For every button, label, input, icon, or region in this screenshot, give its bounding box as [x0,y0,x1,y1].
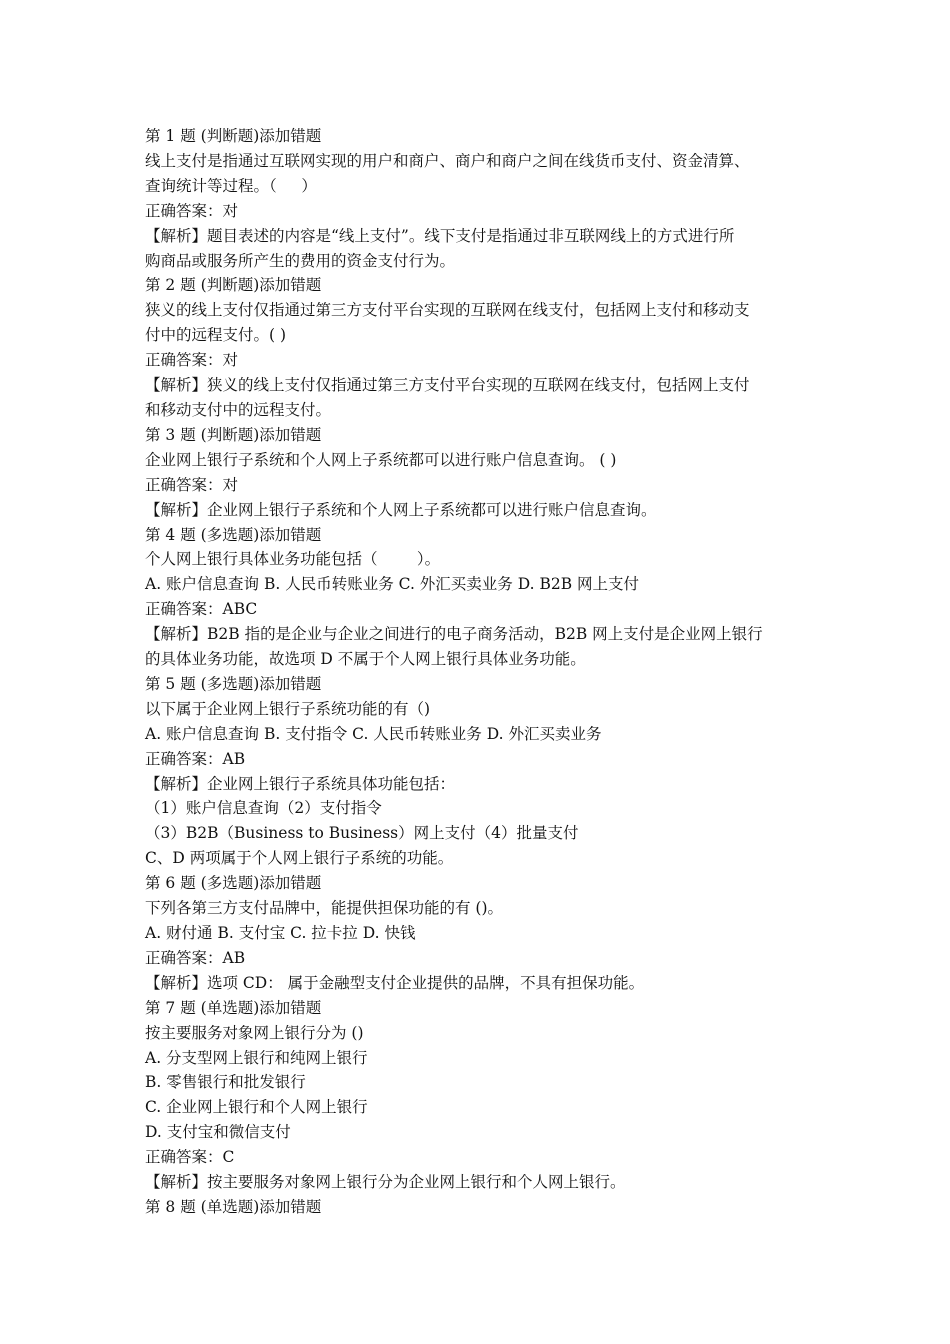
question-7-option-a: A. 分支型网上银行和纯网上银行 [145,1048,368,1067]
question-6 [145,871,825,996]
question-7 [145,996,825,1195]
question-4-analysis-line-1: 【解析】B2B 指的是企业与企业之间进行的电子商务活动，B2B 网上支付是企业网上银行 [145,625,763,644]
question-6-answer: 正确答案：AB [145,948,246,967]
question-2-header: 第 2 题 (判断题)添加错题 [145,276,322,295]
question-1-stem-line-2: 查询统计等过程。（ ） [145,176,317,195]
question-5-options-line-1: A. 账户信息查询 B. 支付指令 C. 人民币转账业务 D. 外汇买卖业务 [145,724,602,743]
question-7-stem-line-1: 按主要服务对象网上银行分为 () [145,1023,364,1042]
question-1-answer: 正确答案：对 [145,201,239,220]
question-8 [145,1195,825,1220]
question-8-header: 第 8 题 (单选题)添加错题 [145,1197,322,1216]
question-7-answer: 正确答案：C [145,1148,235,1167]
question-5-analysis-line-2: （1）账户信息查询（2）支付指令 [145,799,382,818]
question-5-analysis-line-3: （3）B2B（Business to Business）网上支付（4）批量支付 [145,824,579,843]
question-2 [145,273,825,422]
question-3-stem-line-1: 企业网上银行子系统和个人网上子系统都可以进行账户信息查询。 ( ) [145,450,617,469]
question-4-stem-line-1: 个人网上银行具体业务功能包括（ ）。 [145,550,441,569]
question-2-analysis-line-1: 【解析】狭义的线上支付仅指通过第三方支付平台实现的互联网在线支付，包括网上支付 [145,376,750,395]
question-6-analysis-line-1: 【解析】选项 CD： 属于金融型支付企业提供的品牌，不具有担保功能。 [145,973,645,992]
question-7-analysis-line-1: 【解析】按主要服务对象网上银行分为企业网上银行和个人网上银行。 [145,1173,626,1192]
question-3-analysis-line-1: 【解析】企业网上银行子系统和个人网上子系统都可以进行账户信息查询。 [145,500,657,519]
question-7-header: 第 7 题 (单选题)添加错题 [145,998,322,1017]
question-6-options-line-1: A. 财付通 B. 支付宝 C. 拉卡拉 D. 快钱 [145,924,416,942]
question-5-analysis-line-4: C、D 两项属于个人网上银行子系统的功能。 [145,849,454,868]
question-4 [145,523,825,672]
question-6-header: 第 6 题 (多选题)添加错题 [145,874,322,893]
question-3-answer: 正确答案：对 [145,475,239,494]
question-7-option-c: C. 企业网上银行和个人网上银行 [145,1098,368,1117]
question-2-stem-line-1: 狭义的线上支付仅指通过第三方支付平台实现的互联网在线支付，包括网上支付和移动支 [145,301,750,320]
question-5 [145,672,825,871]
question-2-answer: 正确答案：对 [145,351,239,370]
document-page [145,124,825,1220]
question-3 [145,423,825,523]
question-1 [145,124,825,273]
question-1-analysis-line-2: 购商品或服务所产生的费用的资金支付行为。 [145,251,456,270]
question-1-header: 第 1 题 (判断题)添加错题 [145,127,322,145]
question-4-header: 第 4 题 (多选题)添加错题 [145,525,322,544]
question-1-stem-line-1: 线上支付是指通过互联网实现的用户和商户、商户和商户之间在线货币支付、资金清算、 [145,151,750,170]
question-3-header: 第 3 题 (判断题)添加错题 [145,425,322,444]
question-4-answer: 正确答案：ABC [145,600,258,619]
question-5-answer: 正确答案：AB [145,749,246,768]
question-1-analysis-line-1: 【解析】题目表述的内容是“线上支付”。线下支付是指通过非互联网线上的方式进行所 [145,226,735,245]
question-5-analysis-line-1: 【解析】企业网上银行子系统具体功能包括： [145,774,456,793]
question-5-stem-line-1: 以下属于企业网上银行子系统功能的有（) [145,699,431,718]
question-4-options-line-1: A. 账户信息查询 B. 人民币转账业务 C. 外汇买卖业务 D. B2B 网上支付 [145,575,640,594]
question-7-option-b: B. 零售银行和批发银行 [145,1073,306,1092]
question-2-stem-line-2: 付中的远程支付。( ) [145,326,287,345]
question-4-analysis-line-2: 的具体业务功能，故选项 D 不属于个人网上银行具体业务功能。 [145,650,586,669]
question-6-stem-line-1: 下列各第三方支付品牌中，能提供担保功能的有 ()。 [145,899,504,918]
question-5-header: 第 5 题 (多选题)添加错题 [145,674,322,693]
question-7-option-d: D. 支付宝和微信支付 [145,1123,291,1142]
question-2-analysis-line-2: 和移动支付中的远程支付。 [145,400,332,419]
